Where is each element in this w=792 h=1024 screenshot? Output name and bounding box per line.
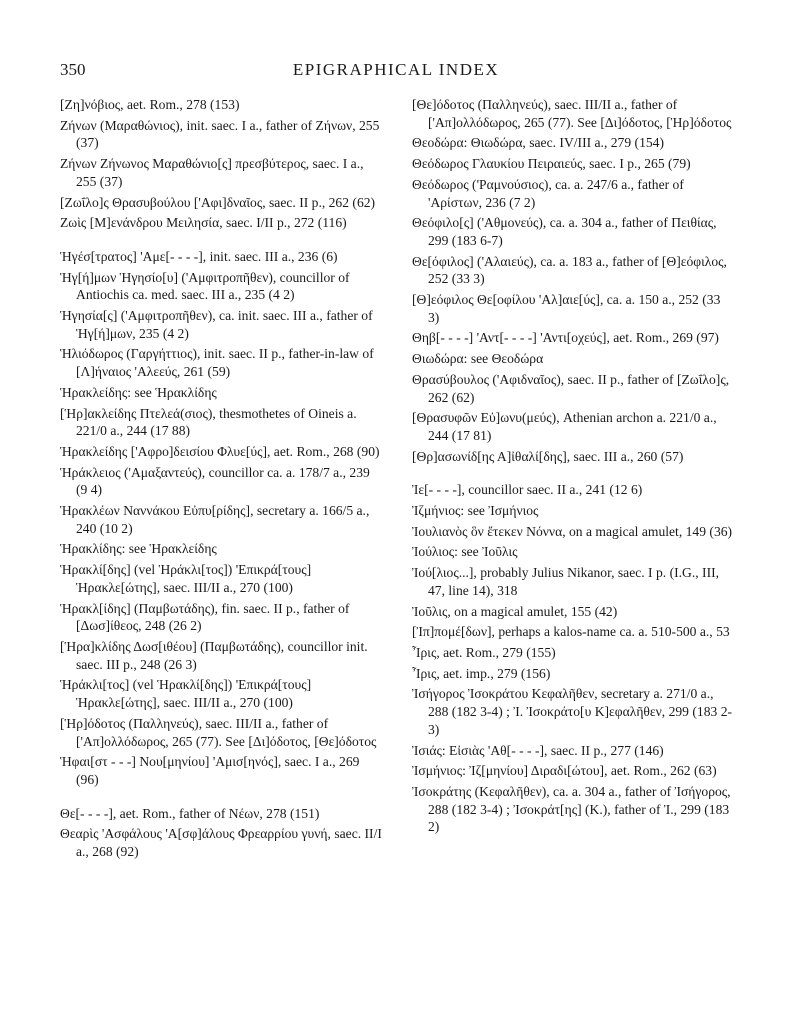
index-entry: Θρασύβουλος ('Αφιδναῖος), saec. II p., father of [Ζωΐλο]ς, 262 (62) <box>412 371 730 405</box>
index-entry: [Ἡρα]κλίδης Δωσ[ιθέου] (Παμβωτάδης), councillor init. saec. III p., 248 (26 3) <box>60 638 368 672</box>
index-entry: [Θρασυφῶν Εὐ]ωνυ(μεύς), Athenian archon a. 221/0 a., 244 (17 81) <box>412 410 717 443</box>
index-entry: [Ζη]νόβιος, aet. Rom., 278 (153) <box>60 97 240 112</box>
section-gap <box>412 468 734 481</box>
index-entry: Θιωδώρα: see Θεοδώρα <box>412 351 544 367</box>
index-entry: Ἶρις, aet. Rom., 279 (155) <box>412 644 556 660</box>
index-entry: Θηβ[- - - -] 'Αντ[- - - -] 'Αντι[οχεύς], aet. Rom., 269 (97) <box>412 330 719 346</box>
index-entry: Ἰζμήνιος: see Ἰσμήνιος <box>412 503 539 519</box>
index-entry: [Θρ]ασωνίδ[ης Α]ἰθαλί[δης], saec. III a., 260 (57) <box>412 448 684 464</box>
index-entry: Ἡράκλειος ('Αμαξαντεύς), councillor ca. a. 178/7 a., 239 (9 4) <box>60 464 370 498</box>
index-entry: Ἡρακλέων Ναννάκου Εὐπυ[ρίδης], secretary a. 166/5 a., 240 (10 2) <box>60 503 370 536</box>
index-entry: [Θε]όδοτος (Παλληνεύς), saec. III/II a., father of ['Απ]ολλόδωρος, 265 (77). See [Δι]όδοτος, [Ἡρ]όδοτος <box>412 97 732 130</box>
index-entry: Θεόδωρος ('Ραμνούσιος), ca. a. 247/6 a., father of 'Αρίστων, 236 (7 2) <box>412 176 684 210</box>
index-entry: Θεόδωρος Γλαυκίου Πειραιεύς, saec. I p., 265 (79) <box>412 156 691 172</box>
index-entry: Ἡράκλι[τος] (vel Ἡρακλί[δης]) 'Επικρά[τους] Ἡρακλε[ώτης], saec. III/II a., 270 (100) <box>60 677 312 711</box>
index-entry: Θεόφιλο[ς] ('Αθμονεύς), ca. a. 304 a., father of Πειθίας, 299 (183 6-7) <box>412 215 717 248</box>
index-entry: Ἰούλιος: see Ἰοῦλις <box>412 544 518 560</box>
index-entry: Θεοδώρα: Θιωδώρα, saec. IV/III a., 279 (154) <box>412 135 664 151</box>
index-column-right <box>412 96 734 839</box>
index-entry: Ἡρακλείδης ['Αφρο]δεισίου Φλυε[ύς], aet. Rom., 268 (90) <box>60 443 380 459</box>
index-entry: Ἡλιόδωρος (Γαργήττιος), init. saec. II p., father-in-law of [Λ]ήναιος 'Αλεεύς, 261 (59) <box>60 346 374 380</box>
index-entry: Ἡγέσ[τρατος] 'Αμε[- - - -], init. saec. III a., 236 (6) <box>60 248 338 264</box>
index-entry: Ἶρις, aet. imp., 279 (156) <box>412 665 551 681</box>
page-number: 350 <box>60 60 86 79</box>
index-entry: [Ζωΐλο]ς Θρασυβούλου ['Αφι]δναῖος, saec. II p., 262 (62) <box>60 194 376 210</box>
index-column-left <box>60 96 382 864</box>
running-title: EPIGRAPHICAL INDEX <box>292 60 500 79</box>
index-entry: Θεαρὶς 'Ασφάλους 'Α[σφ]άλους Φρεαρρίου γυνή, saec. II/I a., 268 (92) <box>60 826 382 860</box>
section-gap <box>60 792 382 805</box>
index-entry: Ἡρακλ[ίδης] (Παμβωτάδης), fin. saec. II p., father of [Δωσ]ίθεος, 248 (26 2) <box>60 600 350 634</box>
index-entry: Θε[- - - -], aet. Rom., father of Νέων, 278 (151) <box>60 805 320 821</box>
section-gap <box>60 235 382 248</box>
index-entry: Θε[όφιλος] ('Αλαιεύς), ca. a. 183 a., father of [Θ]εόφιλος, 252 (33 3) <box>412 253 727 287</box>
index-entry: Ζήνων (Μαραθώνιος), init. saec. I a., father of Ζήνων, 255 (37) <box>60 117 380 151</box>
index-entry: Ἰσήγορος Ἰσοκράτου Κεφαλῆθεν, secretary a. 271/0 a., 288 (182 3-4) ; Ἰ. Ἰσοκράτο[υ Κ]εφαλῆθεν, 299 (183 2-3) <box>412 686 733 737</box>
index-entry: Ἡγ[ή]μων Ἡγησίο[υ] ('Αμφιτροπῆθεν), councillor of Antiochis ca. med. saec. III a., 235 (4 2) <box>60 269 350 303</box>
index-entry: [Θ]εόφιλος Θε[οφίλου 'Αλ]αιε[ύς], ca. a. 150 a., 252 (33 3) <box>412 292 721 325</box>
index-entry: [Ἰπ]πομέ[δων], perhaps a kalos-name ca. a. 510-500 a., 53 <box>412 624 730 640</box>
index-entry: Ἰού[λιος...], probably Julius Nikanor, saec. I p. (I.G., III, 47, line 14), 318 <box>412 565 720 598</box>
index-entry: Ἡρακλίδης: see Ἡρακλείδης <box>60 541 217 557</box>
index-entry: [Ἡρ]ακλείδης Πτελεά(σιος), thesmothetes of Oineis a. 221/0 a., 244 (17 88) <box>60 405 357 439</box>
index-entry: Ἰσοκράτης (Κεφαλῆθεν), ca. a. 304 a., father of Ἰσήγορος, 288 (182 3-4) ; Ἰσοκράτ[ης] (Κ.), father of Ἰ., 299 (183 2) <box>412 783 731 835</box>
index-entry: Ἰσιάς: Εἰσιὰς 'Αθ[- - - -], saec. II p., 277 (146) <box>412 742 664 758</box>
index-entry: Ἰοῦλις, on a magical amulet, 155 (42) <box>412 603 618 619</box>
index-entry: Ζωὶς [Μ]ενάνδρου Μειλησία, saec. I/II p., 272 (116) <box>60 215 347 231</box>
index-entry: Ἰε[- - - -], councillor saec. II a., 241 (12 6) <box>412 482 643 498</box>
index-entry: Ἡρακλί[δης] (vel Ἡράκλι[τος]) 'Επικρά[τους] Ἡρακλε[ώτης], saec. III/II a., 270 (100) <box>60 562 312 595</box>
page-header <box>60 60 732 84</box>
index-entry: Ἡρακλείδης: see Ἡρακλίδης <box>60 384 217 400</box>
index-entry: Ἰουλιανὸς ὃν ἔτεκεν Νόννα, on a magical amulet, 149 (36) <box>412 523 733 539</box>
index-entry: Ἡφαι[στ - - -] Νου[μηνίου] 'Αμισ[ηνός], saec. I a., 269 (96) <box>60 754 360 787</box>
index-entry: Ἰσμήνιος: Ἰζ[μηνίου] Διραδι[ώτου], aet. Rom., 262 (63) <box>412 763 717 779</box>
index-entry: Ζήνων Ζήνωνος Μαραθώνιο[ς] πρεσβύτερος, saec. I a., 255 (37) <box>60 156 364 189</box>
index-entry: [Ἡρ]όδοτος (Παλληνεύς), saec. III/II a., father of ['Απ]ολλόδωρος, 265 (77). See [Δι]όδοτος, [Θε]όδοτος <box>60 715 377 749</box>
index-entry: Ἡγησία[ς] ('Αμφιτροπῆθεν), ca. init. saec. III a., father of Ἡγ[ή]μων, 235 (4 2) <box>60 308 373 341</box>
